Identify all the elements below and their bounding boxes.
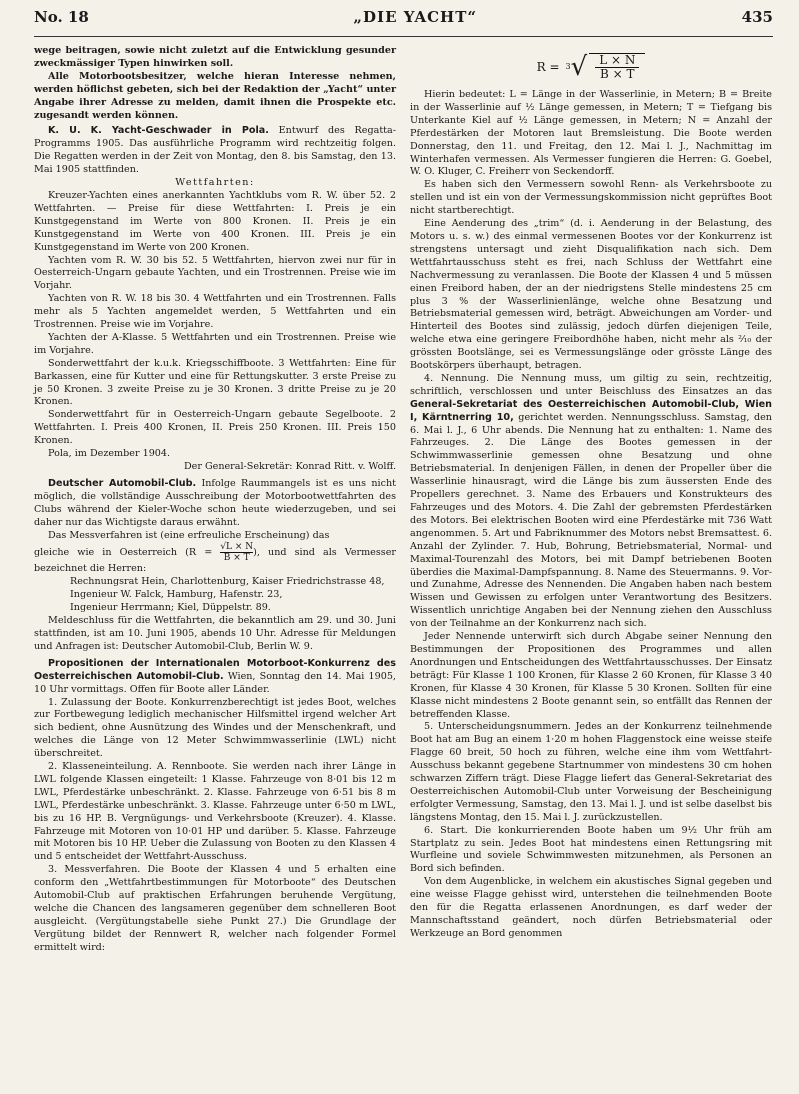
prop-section bbox=[34, 658, 396, 697]
journal-title: „DIE YACHT“ bbox=[353, 8, 478, 26]
columns bbox=[34, 45, 773, 955]
kuk-paragraph: Kreuzer-Yachten eines anerkannten Yachtklubs vom R. W. über 52. 2 Wettfahrten. — Preise für diese Wettfahrten: I. Preis je ein Kunstgegenstand im Werte von 800 Kronen. II. Preis je ein Kunstgegenstand im Werte von 400 Kronen. III. Preis je ein Kunstgegenstand im Werte von 200 Kronen. bbox=[34, 189, 396, 253]
vermesser-item: Ingenieur Herrmann; Kiel, Düppelstr. 89. bbox=[70, 602, 271, 614]
dac-heading: Deutscher Automobil-Club. bbox=[48, 477, 197, 489]
prop-text: Wien, Sonntag den 14. Mai 1905, 10 Uhr vormittags. Offen für Boote aller Länder. bbox=[34, 670, 396, 695]
formula-denominator: B × T bbox=[600, 67, 635, 81]
issue-number: No. 18 bbox=[34, 8, 89, 26]
vermesser-item: Ingenieur W. Falck, Hamburg, Hafenstr. 23, bbox=[70, 589, 283, 601]
dac-mess-2: gleiche wie in Oesterreich (R = $\frac{√L \times N}{B \times T}$ ), und sind als Vermesser bezeichnet die Herren: bbox=[34, 542, 396, 575]
formula-fraction bbox=[589, 53, 645, 81]
prop-paragraph: 3. Messverfahren. Die Boote der Klassen 4 und 5 erhalten eine conform den „Wettfahrtbestimmungen für Motorboote“ des Deutschen Automobil-Club auf praktischen Erfahrungen beruhende Vergütung, welche die Chancen des langsameren gegenüber dem schnelleren Boot ausgleicht. (Vergütungstabelle siehe Punkt 27.) Die Grundlage der Vergütung bildet der Rennwert R, welcher nach folgender Formel ermittelt wird: bbox=[34, 864, 396, 953]
right-paragraph: Jeder Nennende unterwirft sich durch Abgabe seiner Nennung den Bestimmungen der Propositionen des Programmes und allen Anordnungen und Entscheidungen des Wettfahrtausschusses. Der Einsatz beträgt: Für Klasse 1 100 Kronen, für Klasse 2 60 Kronen, für Klasse 3 40 Kronen, für Klasse 4 30 Kronen, für Klasse 5 30 Kronen. Sollten für eine Klasse nicht mindestens 2 Boote genannt sein, so entfällt das Rennen der betreffenden Klasse. bbox=[410, 631, 772, 720]
kuk-section bbox=[34, 125, 396, 177]
kuk-paragraph: Yachten vom R. W. 30 bis 52. 5 Wettfahrten, hiervon zwei nur für in Oesterreich-Ungarn gebaute Yachten, und ein Trostrennen. Preise wie im Vorjahr. bbox=[34, 254, 396, 292]
kuk-signature: Der General-Sekretär: Konrad Ritt. v. Wolff. bbox=[183, 461, 396, 472]
nennung-address: General-Sekretariat des Oesterreichischen Automobil-Club, Wien I, Kärntnerring 10, bbox=[410, 398, 772, 423]
right-paragraph: Von dem Augenblicke, in welchem ein akustisches Signal gegeben und eine weisse Flagge gehisst wird, unterstehen die teilnehmenden Boote den für die Regatta erlassenen Anordnungen, es darf weder der Mannschaftsstand geändert, noch dürfen Betriebsmaterial oder Werkzeuge an Bord genommen bbox=[410, 876, 772, 939]
intro-text-2: Alle Motorbootsbesitzer, welche hieran Interesse nehmen, werden höflichst gebeten, sich bei der Redaktion der „Yacht“ unter Angabe ihrer Adresse zu melden, damit ihnen die Prospekte etc. zugesandt werden können. bbox=[34, 70, 396, 121]
inline-formula: $\frac{√L \times N}{B \times T}$ bbox=[220, 542, 254, 564]
rennwert-formula bbox=[410, 45, 772, 89]
right-paragraph: 5. Unterscheidungsnummern. Jedes an der Konkurrenz teilnehmende Boot hat am Bug an einem 1·20 m hohen Flaggenstock eine weisse steife Flagge 60 breit, 50 hoch zu führen, welche eine ihm vom Wettfahrt-Ausschuss bekannt gegebene Startnummer von mindestens 30 cm hohen schwarzen Ziffern trägt. Diese Flagge liefert das General-Sekretariat des Oesterreichischen Automobil-Club unter Vorweisung der Bescheinigung erfolgter Vermessung, Samstag, den 13. Mai l. J. und ist selbe daselbst bis längstens Montag, den 15. Mai l. J. zurückzustellen. bbox=[410, 721, 772, 823]
page-header bbox=[34, 8, 773, 37]
right-paragraph: Eine Aenderung des „trim“ (d. i. Aenderung in der Belastung, des Motors u. s. w.) des einmal vermessenen Bootes vor der Konkurrenz ist strengstens untersagt und zieht Disqualifikation nach sich. Dem Wettfahrtausschuss steht es frei, nach Schluss der Wettfahrt eine Nachvermessung zu veranlassen. Die Boote der Klassen 4 und 5 müssen einen Freibord haben, der an der niedrigstens Stelle mindestens 25 cm plus 3 % der Wasserlinienlänge, welche ohne Besatzung und Betriebsmaterial gemessen wird, beträgt. Abweichungen am Vorder- und Hinterteil des Bootes sind zulässig, jedoch dürfen diejenigen Teile, welche etwa eine geringere Freibordhöhe haben, nicht mehr als ²⁄₁₀ der grössten Bootslänge, sei es Vermessungslänge oder grösste Länge des Bootskörpers überhaupt, betragen. bbox=[410, 218, 772, 372]
kuk-text: Entwurf des Regatta-Programms 1905. Das ausführliche Programm wird rechtzeitig folgen. Die Regatten werden in der Zeit von Montag, den 8. bis Samstag, den 13. Mai 1905 stattfinden. bbox=[34, 125, 396, 176]
wettfahrten-heading: Wettfahrten: bbox=[175, 177, 255, 189]
right-paragraph: Hierin bedeutet: L = Länge in der Wasserlinie, in Metern; B = Breite in der Wasserlinie auf ½ Länge gemessen, in Metern; T = Tiefgang bis Unterkante Kiel auf ½ Länge gemessen, in Metern; N = Anzahl der Pferdestärken der Motoren laut Bremsleistung. Die Boote werden Donnerstag, den 11. und Freitag, den 12. Mai l. J., Nachmittag im Winterhafen vermessen. Als Vermesser fungieren die Herren: G. Goebel, W. O. Kluger, C. Freiherr von Seckendorff. bbox=[410, 89, 772, 178]
right-paragraph: 6. Start. Die konkurrierenden Boote haben um 9½ Uhr früh am Startplatz zu sein. Jedes Boot hat mindestens einen Rettungsring mit Wurfleine und soviele Schwimmwesten mitzunehmen, als Personen an Bord sich befinden. bbox=[410, 824, 772, 875]
dac-text: Infolge Raummangels ist es uns nicht möglich, die vollständige Ausschreibung der Motorbootwettfahrten des Clubs während der Kieler-Woche schon heute wiederzugeben, und sei daher nur das Wichtigste daraus erwähnt. bbox=[34, 477, 397, 528]
kuk-paragraph: Yachten von R. W. 18 bis 30. 4 Wettfahrten und ein Trostrennen. Falls mehr als 5 Yachten angemeldet werden, 5 Wettfahrten und ein Trostrennen. Preise wie im Vorjahre. bbox=[34, 293, 396, 331]
nennung-paragraph: 4. Nennung. Die Nennung muss, um giltig zu sein, rechtzeitig, schriftlich, verschlossen und unter Beischluss des Einsatzes an das General-Sekretariat des Oesterreichischen Automobil-Club, Wien I, Kärntnerring 10, gerichtet werden. Nennungsschluss. Samstag, den 6. Mai l. J., 6 Uhr abends. Die Nennung hat zu enthalten: 1. Name des Fahrzeuges. 2. Die Länge des Bootes gemessen in der Schwimmwasserlinie gemessen ohne Besatzung und ohne Betriebsmaterial. In denjenigen Fällen, in denen der Propeller über die Wasserlinie hinausragt, wird die Länge bis zum äussersten Ende des Propellers gerechnet. 3. Name des Erbauers und Konstrukteurs des Fahrzeuges und des Motors. 4. Die Zahl der gebremsten Pferdestärken des Motors. Bei elektrischen Booten wird eine Pferdestärke mit 736 Watt angenommen. 5. Art und Fabriknummer des Motors nebst Bremsattest. 6. Anzahl der Zylinder. 7. Hub, Bohrung, Betriebsmaterial, Normal- und Maximal-Tourenzahl des Motors, bei mit Dampf betriebenen Booten überdies die Maximal-Dampfspannung. 8. Name des Steuermanns. 9. Vor- und Zunahme, Adresse des Nennenden. Die Angaben haben nach bestem Wissen und Gewissen zu erfolgen unter Verantwortung des Besitzers. Wissentlich unrichtige Angaben bei der Nennung ziehen den Ausschluss von der Teilnahme an der Konkurrenz nach sich. bbox=[410, 372, 772, 630]
page-number: 435 bbox=[741, 8, 773, 26]
kuk-paragraph: Yachten der A-Klasse. 5 Wettfahrten und ein Trostrennen. Preise wie im Vorjahre. bbox=[34, 331, 396, 356]
prop-paragraph: 2. Klasseneinteilung. A. Rennboote. Sie werden nach ihrer Länge in LWL folgende Klassen eingeteilt: 1 Klasse. Fahrzeuge von 8·01 bis 12 m LWL, Pferdestärke unbeschränkt. 2. Klasse. Fahrzeuge von 6·51 bis 8 m LWL, Pferdestärke unbeschränkt. 3. Klasse. Fahrzeuge unter 6·50 m LWL, bis zu 16 HP. B. Vergnügungs- und Verkehrsboote (Kreuzer). 4. Klasse. Fahrzeuge mit Motoren von 10·01 HP und darüber. 5. Klasse. Fahrzeuge mit Motoren bis 10 HP. Ueber die Zulassung von Booten zu den Klassen 4 und 5 entscheidet der Wettfahrt-Ausschuss. bbox=[34, 761, 396, 863]
kuk-heading: K. U. K. Yacht-Geschwader in Pola. bbox=[48, 125, 269, 137]
radical-sign: √ bbox=[570, 52, 588, 82]
intro-text: wege beitragen, sowie nicht zuletzt auf die Entwicklung gesunder zweckmässiger Typen hinwirken soll. bbox=[34, 45, 396, 69]
formula-lhs: R = bbox=[536, 59, 560, 74]
prop-heading: Propositionen der Internationalen Motorboot-Konkurrenz des Oesterreichischen Automobil-Club. bbox=[34, 657, 396, 682]
left-column bbox=[34, 45, 396, 955]
kuk-paragraph: Sonderwettfahrt für in Oesterreich-Ungarn gebaute Segelboote. 2 Wettfahrten. I. Preis 400 Kronen, II. Preis 250 Kronen. III. Preis 150 Kronen. bbox=[34, 409, 396, 447]
formula-root-index: 3 bbox=[565, 61, 571, 71]
right-column bbox=[410, 45, 772, 955]
kuk-paragraph: Sonderwettfahrt der k.u.k. Kriegsschiffboote. 3 Wettfahrten: Eine für Barkassen, eine für Kutter und eine für Rettungskutter. 3 erste Preise zu je 50 Kronen. 3 zweite Preise zu je 30 Kronen. 3 dritte Preise zu je 20 Kronen. bbox=[34, 357, 396, 408]
formula-numerator: L × N bbox=[595, 54, 639, 68]
prop-paragraph: 1. Zulassung der Boote. Konkurrenzberechtigt ist jedes Boot, welches zur Fortbewegung lediglich mechanischer Hilfsmittel irgend welcher Art sich bedient, ohne Ausnützung des Windes und der Menschenkraft, und welches die Länge von 12 Meter Schwimmwasserlinie (LWL) nicht überschreitet. bbox=[34, 696, 396, 760]
dac-section bbox=[34, 478, 396, 530]
vermesser-item: Rechnungsrat Hein, Charlottenburg, Kaiser Friedrichstrasse 48, bbox=[70, 576, 385, 588]
kuk-place-date: Pola, im Dezember 1904. bbox=[48, 448, 171, 460]
dac-mess-1: Das Messverfahren ist (eine erfreuliche Erscheinung) das bbox=[48, 529, 330, 541]
dac-meldeschluss: Meldeschluss für die Wettfahrten, die bekanntlich am 29. und 30. Juni stattfinden, ist am 10. Juni 1905, abends 10 Uhr. Adresse für Meldungen und Anfragen ist: Deutscher Automobil-Club, Berlin W. 9. bbox=[34, 615, 396, 652]
right-paragraph: Es haben sich den Vermessern sowohl Renn- als Verkehrsboote zu stellen und ist ein von der Vermessungskommission nicht geprüftes Boot nicht startberechtigt. bbox=[410, 179, 772, 217]
